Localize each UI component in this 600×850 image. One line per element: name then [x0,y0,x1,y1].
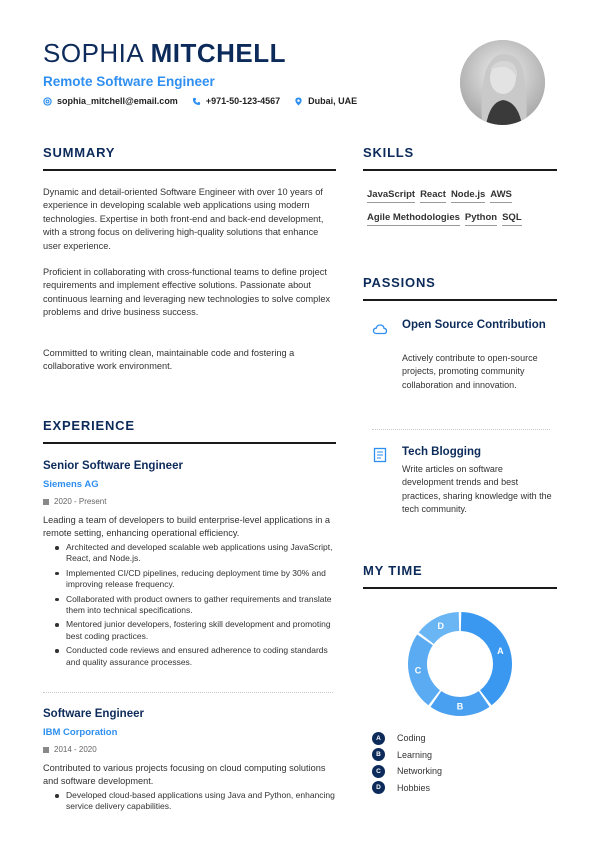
list-item: Implemented CI/CD pipelines, reducing deployment time by 30% and improving release frequency. [43,568,338,591]
legend-item [372,730,442,747]
donut-slice-C [408,634,440,705]
passions-divider [363,299,557,301]
passion-separator [372,429,550,430]
skills-heading: SKILLS [363,145,415,160]
donut-label-A: A [497,645,504,656]
phone-text: +971-50-123-4567 [205,96,281,106]
list-item: Mentored junior developers, fostering skill development and promoting best coding practices. [43,619,338,642]
job-separator [43,692,333,693]
phone-icon [192,97,201,106]
skill-tag: React [420,189,446,203]
cloud-icon [372,321,388,337]
legend-marker: A [372,732,385,745]
experience-heading: EXPERIENCE [43,418,135,433]
skill-tag: Agile Methodologies [367,212,460,226]
experience-divider [43,442,336,444]
first-name: SOPHIA [43,38,143,68]
summary-paragraph-2: Proficient in collaborating with cross-functional teams to define project requirements and implement effective solutions. Passionate about continuous learning and leveraging new technologies to solve complex problems and drive business success. [43,267,331,318]
legend-label: Coding [397,733,426,744]
passion-description-2: Write articles on software development trends and best practices, sharing knowledge with the tech community. [402,464,552,515]
summary-heading: SUMMARY [43,145,116,160]
contact-row [43,96,357,106]
legend-label: Networking [397,766,443,777]
time-legend [372,730,442,796]
location-text: Dubai, UAE [308,96,358,106]
legend-item [372,763,442,780]
my-time-heading: MY TIME [363,563,423,578]
legend-marker: B [372,748,385,761]
job-dates-text-1: 2020 - Present [54,497,107,506]
donut-label-D: D [437,621,444,632]
job-dates-2 [43,745,97,754]
job-title-1: Senior Software Engineer [43,460,183,472]
skill-tag: AWS [490,189,512,203]
company-2: IBM Corporation [43,727,118,738]
document-icon [372,447,388,463]
last-name: MITCHELL [150,38,286,68]
my-time-divider [363,587,557,589]
summary-paragraph-1: Dynamic and detail-oriented Software Engineer with over 10 years of experience in developing scalable web applications using modern technologies. Expertise in both front-end and back-end development, with a strong focus on delivering high-quality solutions that enhance user experience. [43,187,324,251]
candidate-name [43,38,286,69]
time-donut-chart [400,604,520,724]
donut-slice-A [461,612,512,705]
contact-location [294,96,357,106]
skills-list [367,189,557,226]
skill-tag: Python [465,212,497,226]
at-icon [43,97,52,106]
job-title-2: Software Engineer [43,708,144,720]
location-pin-icon [294,97,303,106]
donut-label-C: C [414,665,422,676]
list-item: Developed cloud-based applications using Java and Python, enhancing service delivery capabilities. [43,790,338,813]
headline: Remote Software Engineer [43,74,215,89]
legend-label: Hobbies [397,782,431,793]
contact-email [43,96,178,106]
job-bullets-1 [43,542,338,671]
contact-phone [192,96,280,106]
job-dates-1 [43,497,106,506]
skill-tag: SQL [502,212,522,226]
passions-heading: PASSIONS [363,275,436,290]
profile-photo [460,40,545,125]
email-text: sophia_mitchell@email.com [57,96,178,106]
list-item: Architected and developed scalable web applications using JavaScript, React, and Node.js. [43,542,338,565]
calendar-icon [43,499,49,505]
skill-tag: JavaScript [367,189,415,203]
legend-label: Learning [397,749,433,760]
summary-divider [43,169,336,171]
legend-item [372,780,442,797]
legend-marker: C [372,765,385,778]
list-item: Conducted code reviews and ensured adherence to coding standards and quality assurance processes. [43,645,338,668]
job-description-1: Leading a team of developers to build enterprise-level applications in a remote setting, enhancing operational efficiency. [43,515,331,539]
passion-title-2: Tech Blogging [402,446,482,458]
job-description-2: Contributed to various projects focusing on cloud computing solutions and software development. [43,763,326,787]
passion-description-1: Actively contribute to open-source projects, promoting community collaboration and innovation. [402,353,538,390]
skill-tag: Node.js [451,189,485,203]
legend-item [372,747,442,764]
job-dates-text-2: 2014 - 2020 [54,745,97,754]
list-item: Collaborated with product owners to gather requirements and translate them into technical specifications. [43,594,338,617]
job-bullets-2 [43,790,338,816]
company-1: Siemens AG [43,479,99,490]
summary-paragraph-3: Committed to writing clean, maintainable code and fostering a collaborative work environment. [43,348,295,372]
passion-title-1: Open Source Contribution [402,319,546,331]
skills-divider [363,169,557,171]
legend-marker: D [372,781,385,794]
calendar-icon [43,747,49,753]
donut-label-B: B [456,701,464,712]
portrait-image [460,40,545,125]
